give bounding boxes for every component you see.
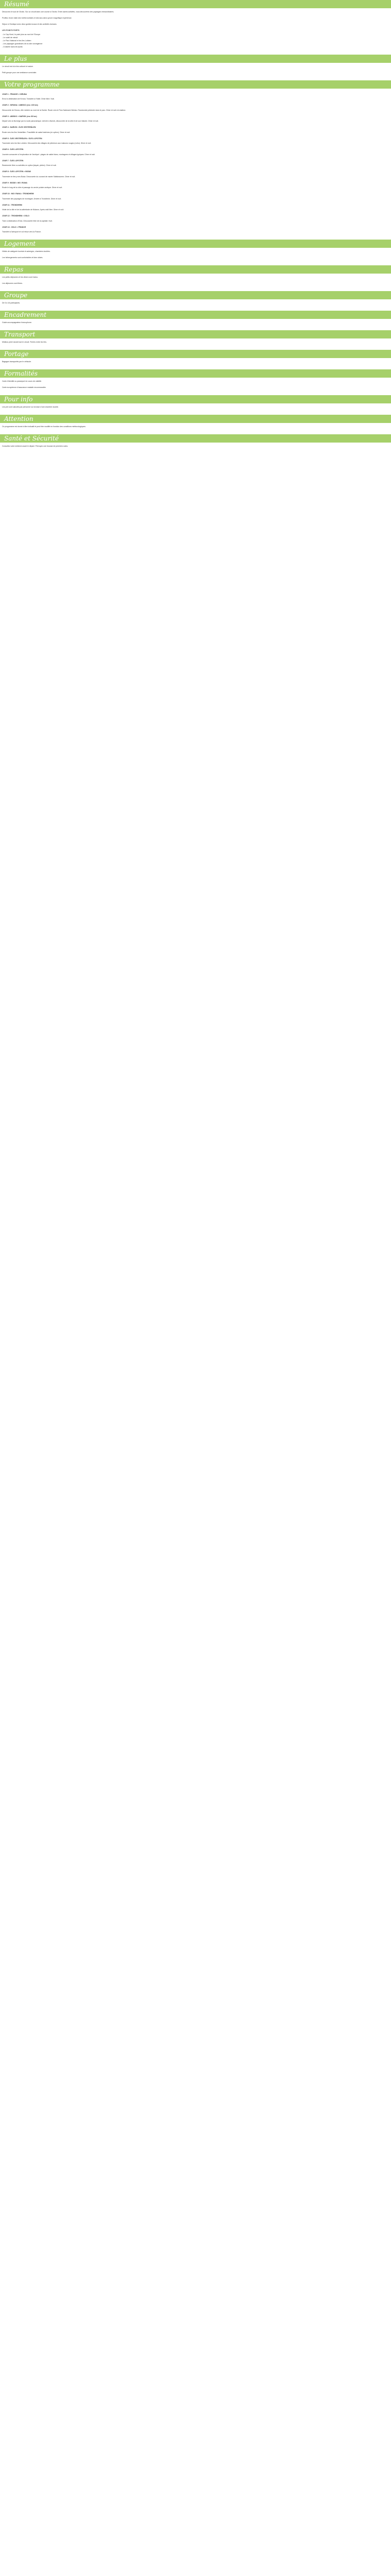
transport-section [0,338,391,350]
day-text: Traversée vers les îles Lofoten. Découverte des villages de pêcheurs aux maisons rouges (rorbu). Dîner et nuit. [2,142,91,144]
day-title: JOUR 10 : MO I RANA > TRONDHEIM [2,193,34,195]
day-title: JOUR 2 : KIRUNA > ABISKO (env. 100 km) [2,104,38,106]
day-text: Journée consacrée à l'exploration de l'archipel : plages de sable blanc, montagnes et villages typiques. Dîner et nuit. [2,153,95,156]
day-2 [2,104,389,112]
section-header-portage: Portage [0,350,391,358]
groupe-section [0,299,391,311]
section-header-repas: Repas [0,265,391,274]
list-item: - Croisière dans les fjords [2,46,23,48]
day-10 [2,192,389,200]
day-title: JOUR 8 : ÎLES LOFOTEN > BODØ [2,171,31,173]
programme-section [0,89,391,240]
day-title: JOUR 12 : TRONDHEIM > OSLO [2,215,29,217]
pour-info-text: Les prix sont calculés par personne sur la base d'une chambre double. [2,406,59,408]
day-text: Randonnée libre ou activités en option (kayak, pêche). Dîner et nuit. [2,164,57,166]
day-text: Traversée en ferry vers Bodø. Découverte du courant de marée Saltstraumen. Dîner et nuit. [2,175,76,178]
formalites-section [0,378,391,395]
encadrement-text: Guide accompagnateur francophone. [2,321,32,324]
day-text: Départ vers la Norvège par la route panoramique. Arrivée à Narvik, découverte de la ville et de son histoire. Dîner et nuit. [2,120,99,122]
resume-intro-3: Séjour à l'Arctique avec deux guides locaux et des activités incluses. [2,23,57,25]
attention-text: Ce programme est donné à titre indicatif et peut être modifié en fonction des conditions météorologiques. [2,426,86,428]
day-text: Traversée des paysages de montagne. Arrivée à Trondheim. Dîner et nuit. [2,197,61,200]
day-text: Route le long de la côte et passage du cercle polaire arctique. Dîner et nuit. [2,187,62,189]
day-title: JOUR 9 : BODØ > MO I RANA [2,181,27,184]
day-title: JOUR 11 : TRONDHEIM [2,204,22,206]
day-13 [2,226,389,234]
section-header-formalites: Formalités [0,369,391,378]
formalites-text-2: Carte européenne d'assurance maladie recommandée. [2,386,46,388]
day-title: JOUR 5 : ÎLES VESTERÅLEN > ÎLES LOFOTEN [2,137,42,140]
logement-section [0,248,391,265]
resume-intro-2: Profitez d'une visite des forêts boréales et des lacs ainsi qu'une magnifique expérience. [2,17,72,19]
day-4 [2,126,389,134]
section-header-pour-info: Pour info [0,395,391,403]
day-8 [2,170,389,178]
resume-intro-1: Découvrez le sud de l'Arctic. Sur un circuit dans une course à l'Arctic. Entre autres activités, vous découvrirez des paysages extraordinaires. [2,11,115,13]
portage-section [0,358,391,369]
day-9 [2,181,389,190]
section-header-sante: Santé et Sécurité [0,434,391,443]
section-header-le-plus: Le plus [0,55,391,63]
sante-section [0,443,391,454]
resume-section [0,8,391,55]
sante-text: Consultez votre médecin avant le départ. Prévoyez une trousse de premiers soins. [2,445,69,447]
day-title: JOUR 4 : NARVIK > ÎLES VESTERÅLEN [2,126,36,128]
repas-section [0,274,391,291]
list-item: - Le Cap Nord, le point plus au nord de l'Europe [2,33,41,36]
formalites-text-1: Carte d'identité ou passeport en cours de validité. [2,380,42,382]
encadrement-section [0,319,391,330]
section-header-groupe: Groupe [0,291,391,299]
day-title: JOUR 3 : ABISKO > NARVIK (env. 80 km) [2,115,37,117]
day-text: Envol à destination de Kiruna. Transfert à l'hôtel. Dîner libre. Nuit. [2,98,55,100]
day-text: Visite de la ville et de la cathédrale de Nidaros. Après-midi libre. Dîner et nuit. [2,209,64,211]
groupe-text: De 6 à 16 participants. [2,302,21,304]
day-title: JOUR 1 : FRANCE > KIRUNA [2,93,27,95]
section-header-encadrement: Encadrement [0,311,391,319]
section-header-logement: Logement [0,240,391,248]
day-text: Route vers les îles Vesterålen. Possibilité de safari baleines (en option). Dîner et nuit. [2,131,71,133]
day-title: JOUR 7 : ÎLES LOFOTEN [2,159,24,162]
day-11 [2,204,389,212]
attention-section [0,423,391,434]
day-12 [2,214,389,223]
day-text: Train à destination d'Oslo. Découverte libre de la capitale. Nuit. [2,219,53,222]
section-header-attention: Attention [0,415,391,423]
day-text: Découverte de Kiruna, ville minière au nord de la Suède. Route vers le Parc National d'Abisko. Randonnée pédestre dans le parc. Dîner et nuit à la station. [2,109,126,111]
logement-text-2: Les hébergements sont confortables et bien situés. [2,257,43,259]
transport-text: Minibus privé durant tout le circuit. Ferries entre les îles. [2,341,47,343]
list-item: - Le Parc National et les îles Lofoten [2,40,31,42]
day-3 [2,115,389,123]
le-plus-text-1: Le circuit est à la fois culturel et nature. [2,65,34,67]
section-header-resume: Résumé [0,0,391,8]
list-item: - Les paysages grandioses de la côte norvégienne [2,43,43,45]
day-text: Transfert à l'aéroport et vol retour vers la France. [2,231,41,233]
repas-text-1: Les petits déjeuners et les dîners sont inclus. [2,276,38,278]
le-plus-section [0,63,391,80]
day-5 [2,137,389,145]
day-7 [2,159,389,167]
portage-text: Bagages transportés par le véhicule. [2,361,31,363]
day-title: JOUR 13 : OSLO > FRANCE [2,226,26,228]
section-header-programme: Votre programme [0,80,391,89]
highlights-title: LES POINTS FORTS [2,29,20,31]
day-title: JOUR 6 : ÎLES LOFOTEN [2,148,24,150]
day-1 [2,93,389,101]
logement-text-1: Hôtels de catégorie touriste et auberges, chambres doubles. [2,250,51,252]
highlights-list [2,33,389,48]
section-header-transport: Transport [0,330,391,338]
le-plus-text-2: Petit groupe pour une ambiance conviviale. [2,72,37,74]
day-6 [2,148,389,156]
repas-text-2: Les déjeuners sont libres. [2,282,23,284]
list-item: - Le soleil de minuit [2,37,18,39]
pour-info-section [0,403,391,415]
